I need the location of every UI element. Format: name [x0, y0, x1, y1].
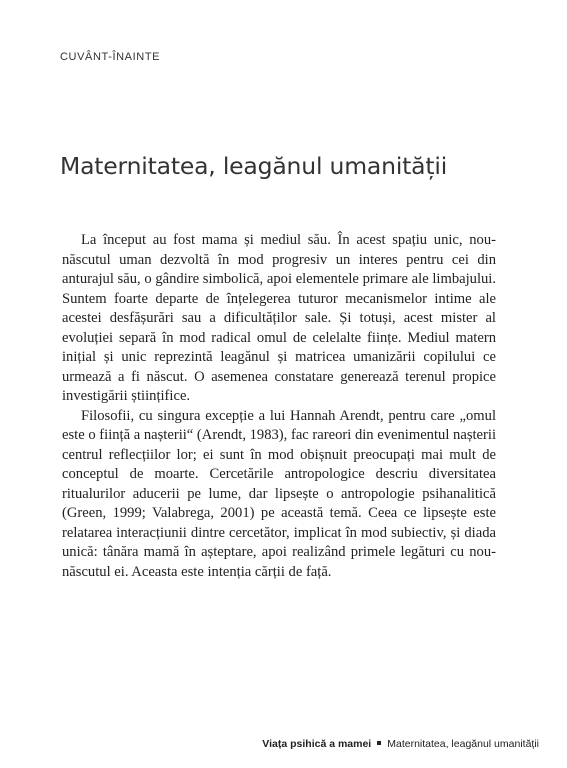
paragraph: Filosofii, cu singura excepție a lui Hannah Arendt, pentru care „omul este o ființă a nașterii“ (Arendt, 1983), fac rareori din evenimentul nașterii centrul reflecțiilor lor; ei sunt în mod obișnuit preocupați mai mult de conceptul de moarte. Cercetările antropologice descriu diversitatea ritualurilor aducerii pe lume, dar lipsește o antropologie psihanalitică (Green, 1999; Valabrega, 2001) pe această temă. Ceea ce lipsește este relatarea interacțiunii dintre cercetător, implicat în mod subiectiv, și diada unică: tânăra mamă în așteptare, apoi realizând primele legături cu nou-născutul ei. Aceasta este intenția cărții de față. — [62, 407, 496, 580]
footer-chapter-title: Maternitatea, leagănul umanității — [387, 738, 539, 750]
section-label: CUVÂNT-ÎNAINTE — [60, 51, 161, 63]
running-footer — [262, 738, 539, 750]
square-bullet-icon — [377, 741, 381, 745]
footer-book-title: Viața psihică a mamei — [262, 738, 372, 750]
chapter-title: Maternitatea, leagănul umanității — [60, 152, 448, 180]
body-text — [62, 231, 496, 582]
paragraph: La început au fost mama și mediul său. În acest spațiu unic, nou-născutul uman dezvoltă în mod progresiv un interes pentru cei din anturajul său, o gândire simbolică, apoi elementele primare ale limbajului. Suntem foarte departe de înțelegerea tuturor mecanismelor intime ale acestei desfășurări sau a dificultăților sale. Și totuși, acest mister al evoluției separă în mod radical omul de celelalte ființe. Mediul matern inițial și unic reprezintă leagănul și matricea umanizării copilului ce urmează a fi născut. O asemenea constatare generează terenul propice investigării științifice. — [62, 232, 496, 404]
